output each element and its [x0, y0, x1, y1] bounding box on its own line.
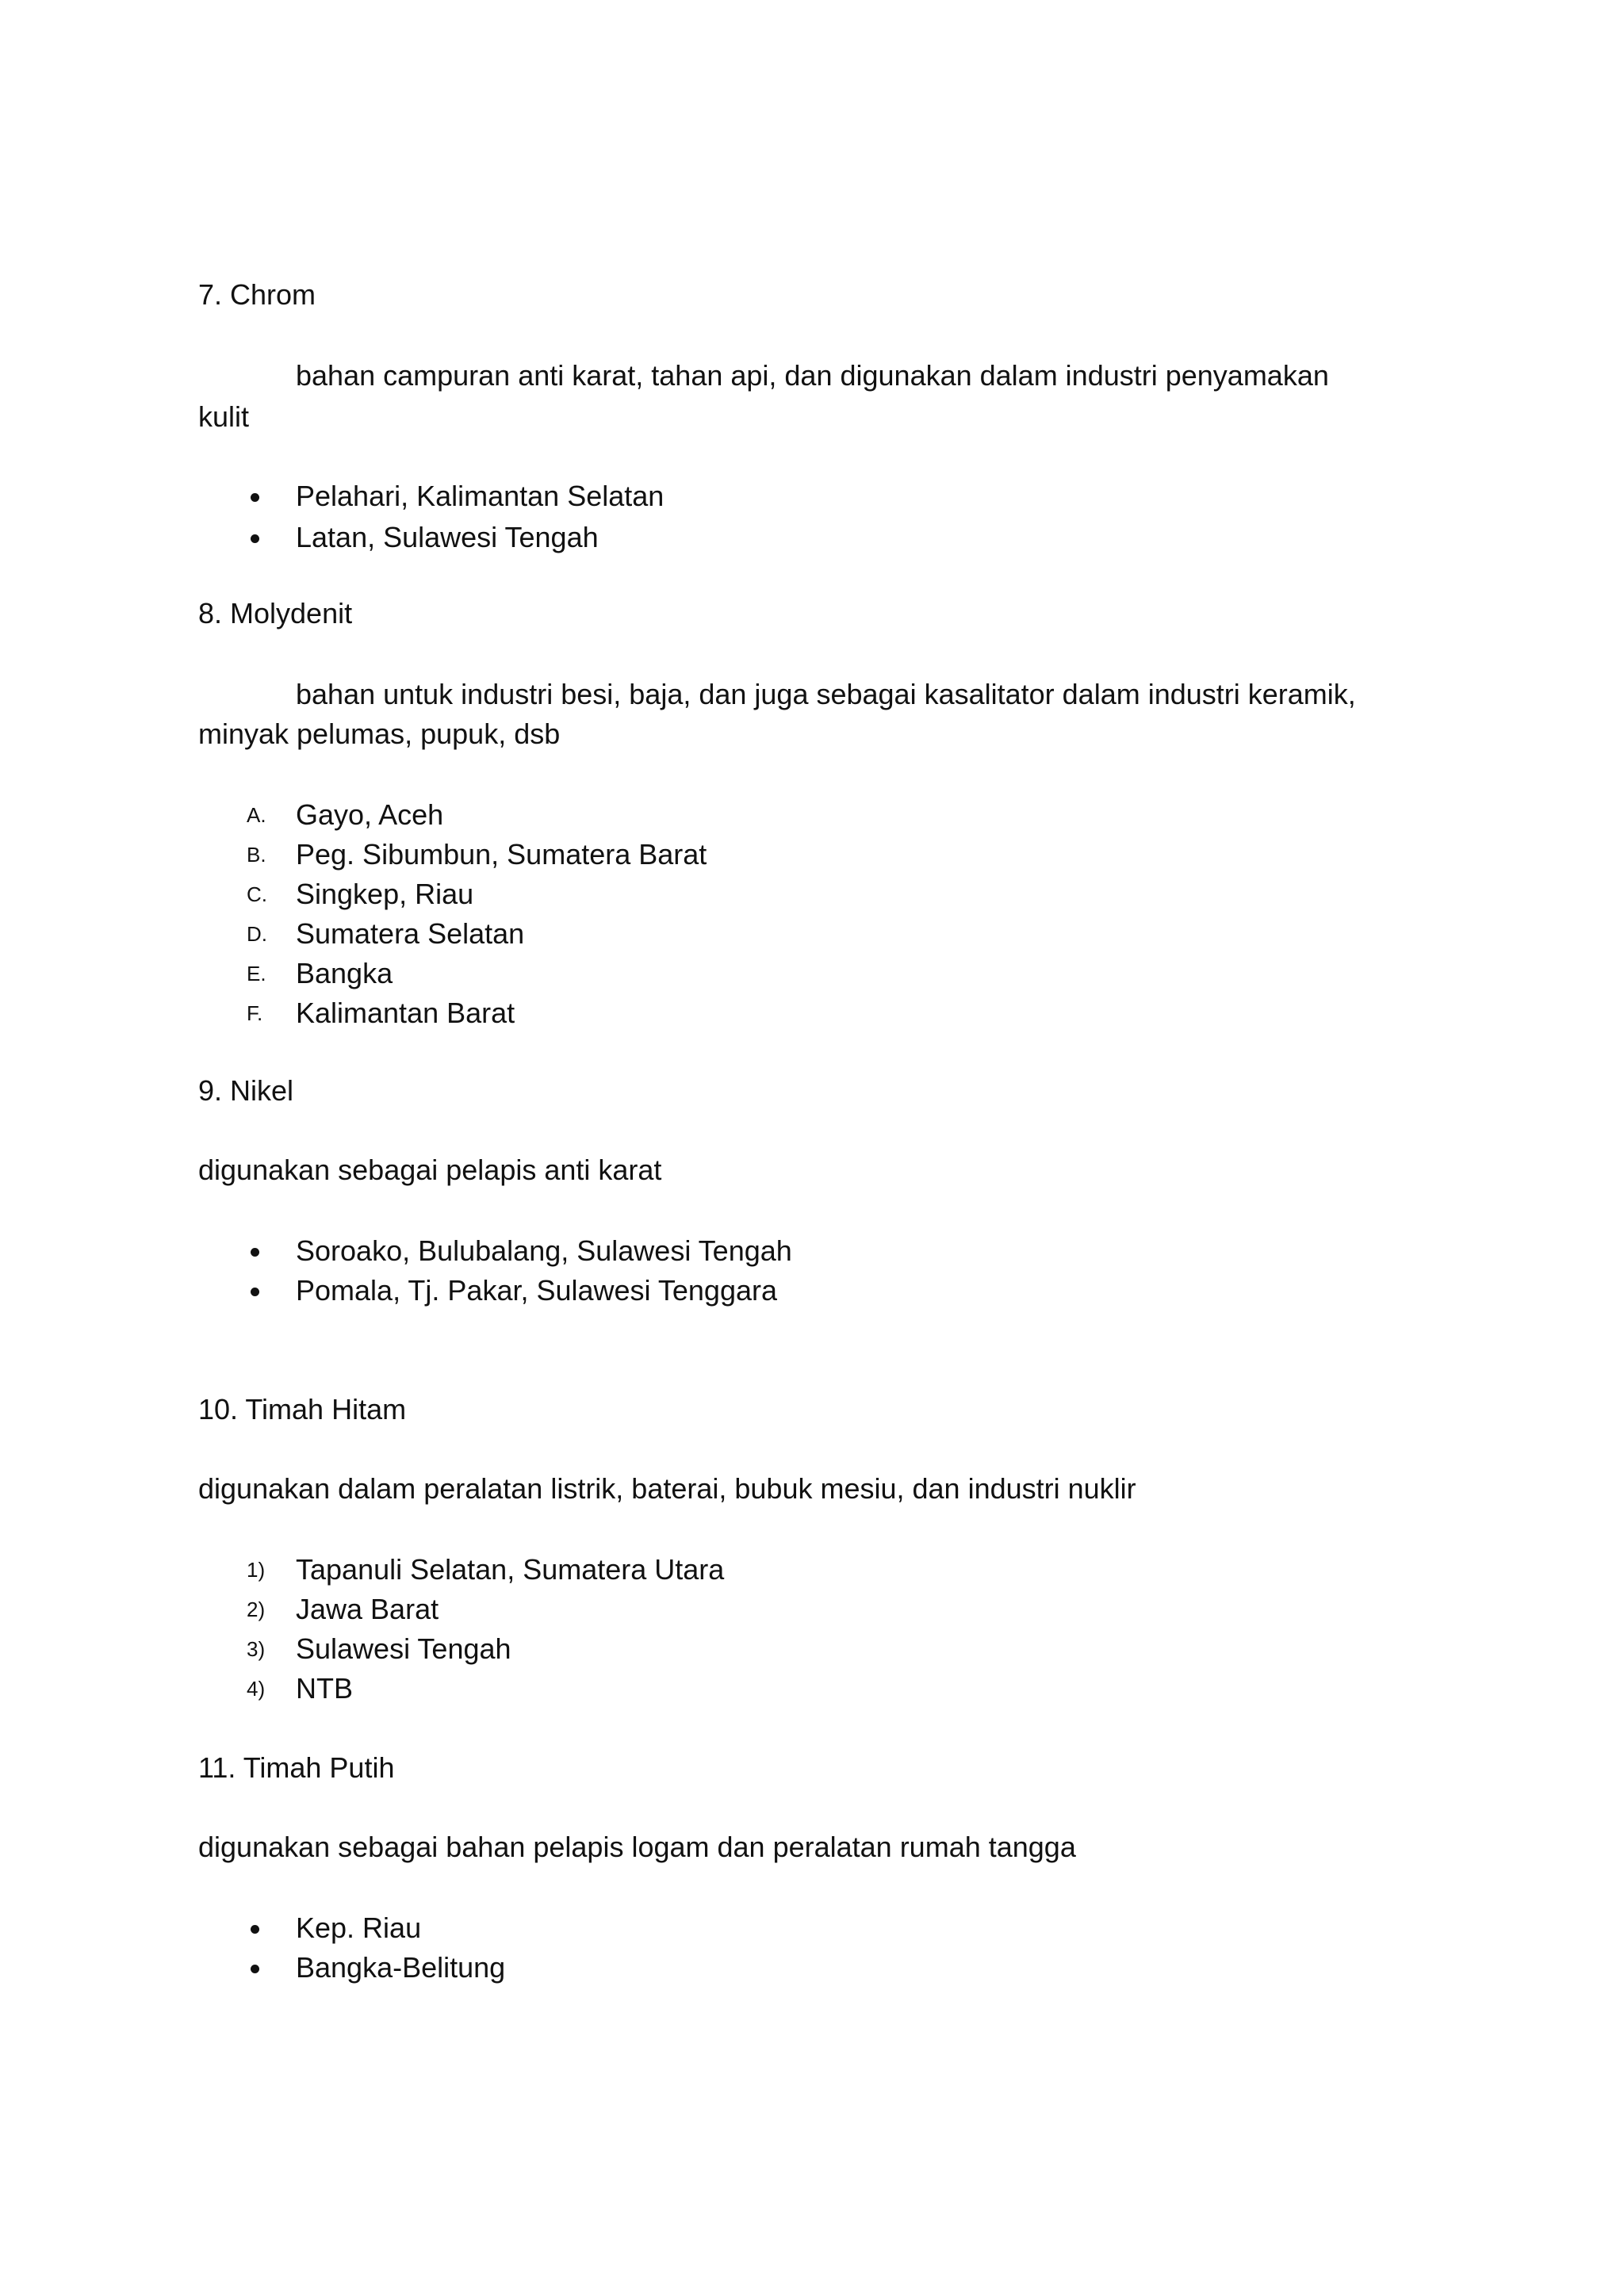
list-item: Pelahari, Kalimantan Selatan [296, 480, 665, 512]
bullet-marker [251, 1288, 259, 1296]
list-item: Tapanuli Selatan, Sumatera Utara [296, 1553, 725, 1586]
section-description: bahan untuk industri besi, baja, dan juga sebagai kasalitator dalam industri keramik, [296, 678, 1356, 710]
section-heading: 7. Chrom [198, 278, 316, 311]
section-heading: 11. Timah Putih [198, 1751, 395, 1784]
section-heading: 8. Molydenit [198, 597, 353, 629]
list-item: NTB [296, 1672, 353, 1705]
list-marker: A. [247, 803, 266, 827]
list-item: Sulawesi Tengah [296, 1632, 511, 1665]
list-item: Singkep, Riau [296, 878, 474, 910]
section-heading: 10. Timah Hitam [198, 1393, 407, 1425]
list-item: Soroako, Bulubalang, Sulawesi Tengah [296, 1234, 792, 1267]
bullet-marker [251, 1965, 259, 1973]
section-description: digunakan sebagai pelapis anti karat [198, 1154, 662, 1186]
list-marker: 3) [247, 1637, 266, 1661]
list-item: Peg. Sibumbun, Sumatera Barat [296, 838, 707, 871]
list-item: Sumatera Selatan [296, 917, 525, 950]
bullet-marker [251, 1248, 259, 1257]
bullet-marker [251, 493, 259, 502]
section-description: kulit [198, 400, 250, 433]
bullet-marker [251, 534, 259, 543]
list-item: Gayo, Aceh [296, 798, 444, 831]
section-description: minyak pelumas, pupuk, dsb [198, 718, 561, 750]
list-marker: 2) [247, 1598, 266, 1621]
list-item: Kep. Riau [296, 1911, 422, 1944]
list-marker: F. [247, 1001, 263, 1025]
bullet-marker [251, 1925, 259, 1934]
list-item: Jawa Barat [296, 1593, 439, 1625]
list-item: Latan, Sulawesi Tengah [296, 521, 599, 553]
list-marker: D. [247, 922, 267, 946]
list-item: Pomala, Tj. Pakar, Sulawesi Tenggara [296, 1274, 778, 1307]
section-description: digunakan dalam peralatan listrik, baterai, bubuk mesiu, dan industri nuklir [198, 1472, 1136, 1505]
section-description: bahan campuran anti karat, tahan api, dan digunakan dalam industri penyamakan [296, 359, 1329, 392]
list-marker: E. [247, 962, 266, 985]
list-item: Kalimantan Barat [296, 997, 515, 1029]
list-marker: 4) [247, 1677, 266, 1701]
list-marker: 1) [247, 1558, 266, 1582]
list-item: Bangka [296, 957, 393, 989]
section-description: digunakan sebagai bahan pelapis logam dan peralatan rumah tangga [198, 1831, 1076, 1863]
section-heading: 9. Nikel [198, 1074, 294, 1107]
list-marker: C. [247, 882, 267, 906]
list-item: Bangka-Belitung [296, 1951, 506, 1984]
list-marker: B. [247, 843, 266, 867]
